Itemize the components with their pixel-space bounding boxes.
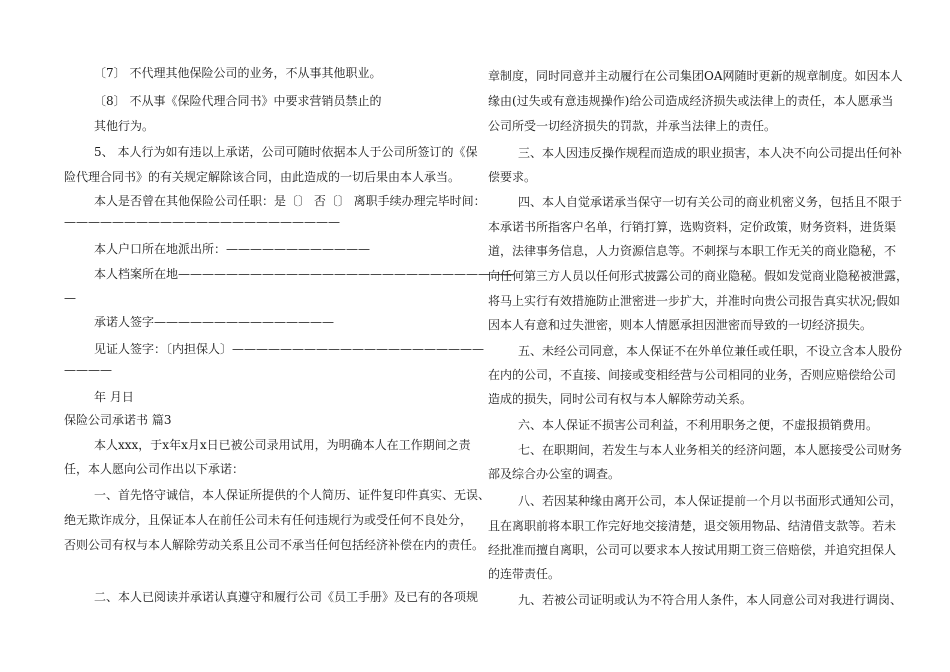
article-2-line-2: 章制度，同时同意并主动履行在公司集团OA网随时更新的规章制度。如因本人 xyxy=(488,69,903,83)
prior-employment-question: 本人是否曾在其他保险公司任职：是〔〕 否〔〕 离职手续办理完毕时间： xyxy=(94,194,486,208)
article-4-line-3: 道，法律事务信息，人力资源信息等。不刺探与本职工作无关的商业隐秘，不 xyxy=(488,244,897,258)
article-5-line-3: 造成的损失，同时公司有权与本人解除劳动关系。 xyxy=(488,392,753,406)
article-7-line-2: 部及综合办公室的调查。 xyxy=(488,467,621,481)
clause-7-line: 〔7〕 不代理其他保险公司的业务，不从事其他职业。 xyxy=(94,66,382,80)
archive-location-blank: — xyxy=(64,291,76,305)
article-8-line-3: 经批准而擅自离职，公司可以要求本人按试用期工资三倍赔偿，并追究担保人 xyxy=(488,543,897,557)
clause-8-continuation: 其他行为。 xyxy=(94,119,155,133)
article-9-line-1: 九、若被公司证明或认为不符合用人条件，本人同意公司对我进行调岗、 xyxy=(518,593,903,607)
witness-signature-blank: ———— xyxy=(64,363,112,377)
item-5-line-2: 险代理合同书》的有关规定解除该合同，由此造成的一切后果由本人承当。 xyxy=(64,170,461,184)
article-7-line-1: 七、在职期间，若发生与本人业务相关的经济问题，本人愿接受公司财务 xyxy=(518,443,903,457)
section-heading: 保险公司承诺书 篇3 xyxy=(64,413,172,427)
intro-line-2: 任，本人愿向公司作出以下承诺： xyxy=(64,462,245,476)
article-4-line-4: 向任何第三方人员以任何形式披露公司的商业隐秘。假如发觉商业隐秘被泄露， xyxy=(488,269,909,283)
promisor-signature: 承诺人签字——————————————— xyxy=(94,315,335,329)
article-1-line-2: 绝无欺诈成分，且保证本人在前任公司未有任何违规行为或受任何不良处分， xyxy=(64,513,473,527)
article-4-line-1: 四、本人自觉承诺承当保守一切有关公司的商业机密义务，包括且不限于 xyxy=(518,195,903,209)
article-8-line-2: 且在离职前将本职工作完好地交接清楚，退交领用物品、结清借支款等。若未 xyxy=(488,519,897,533)
article-4-line-6: 因本人有意和过失泄密，则本人情愿承担因泄密而导致的一切经济损失。 xyxy=(488,318,873,332)
article-6-line-1: 六、本人保证不损害公司利益，不利用职务之便，不虚报损销费用。 xyxy=(518,418,879,432)
date-line: 年 月日 xyxy=(94,390,134,404)
article-3-line-2: 偿要求。 xyxy=(488,170,537,184)
item-5-line-1: 5、 本人行为如有违以上承诺，公司可随时依据本人于公司所签订的《保 xyxy=(94,145,478,159)
intro-line-1: 本人xxx，于x年x月x日已被公司录用试用，为明确本人在工作期间之责 xyxy=(94,438,471,452)
article-4-line-5: 将马上实行有效措施防止泄密进一步扩大，并准时向贵公司报告真实状况;假如 xyxy=(488,294,901,308)
archive-location: 本人档案所在地———————————————————————————— xyxy=(94,267,515,281)
article-8-line-4: 的连带责任。 xyxy=(488,567,561,581)
witness-signature: 见证人签字：〔内担保人〕————————————————————— xyxy=(94,342,485,356)
article-1-line-3: 否则公司有权与本人解除劳动关系且公司不承当任何包括经济补偿在内的责任。 xyxy=(64,538,485,552)
article-2-line-1: 二、本人已阅读并承诺认真遵守和履行公司《员工手册》及已有的各项规 xyxy=(94,590,479,604)
article-5-line-2: 在内的公司，不直接、间接或变相经营与公司相同的业务，否则应赔偿给公司 xyxy=(488,368,897,382)
article-2-line-4: 公司所受一切经济损失的罚款，并承当法律上的责任。 xyxy=(488,119,777,133)
article-5-line-1: 五、未经公司同意，本人保证不在外单位兼任或任职，不设立含本人股份 xyxy=(518,344,903,358)
article-8-line-1: 八、若因某种缘由离开公司，本人保证提前一个月以书面形式通知公司， xyxy=(518,494,903,508)
article-1-line-1: 一、首先恪守诚信，本人保证所提供的个人简历、证件复印件真实、无误、 xyxy=(94,488,491,502)
clause-8-line: 〔8〕 不从事《保险代理合同书》中要求营销员禁止的 xyxy=(94,94,382,108)
household-police-station: 本人户口所在地派出所：———————————— xyxy=(94,242,371,256)
article-4-line-2: 本承诺书所指客户名单，行销打算，选购资料，定价政策，财务资料，进货渠 xyxy=(488,220,897,234)
resignation-date-blank: ——————————————————————— xyxy=(64,215,340,229)
article-3-line-1: 三、本人因违反操作规程而造成的职业损害，本人决不向公司提出任何补 xyxy=(518,146,903,160)
article-2-line-3: 缘由(过失或有意违规操作)给公司造成经济损失或法律上的责任，本人愿承当 xyxy=(488,94,894,108)
